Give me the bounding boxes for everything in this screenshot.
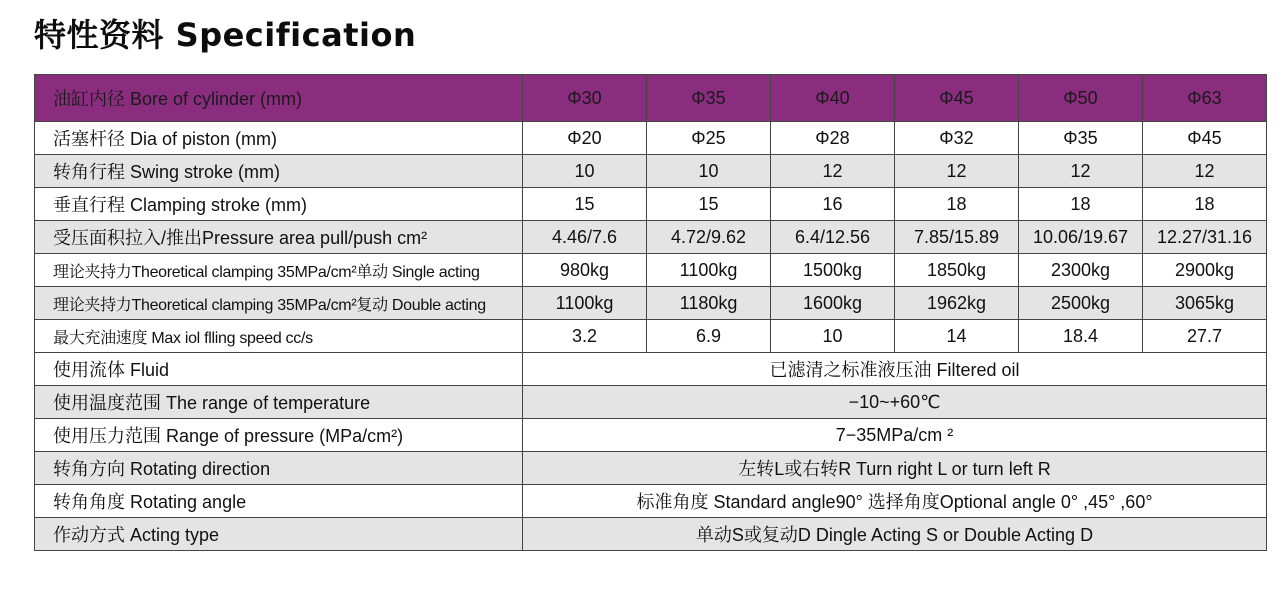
table-cell: 15	[647, 188, 771, 221]
row-label: 活塞杆径 Dia of piston (mm)	[35, 122, 523, 155]
table-cell: 7.85/15.89	[895, 221, 1019, 254]
table-cell: 2500kg	[1019, 287, 1143, 320]
column-header: Φ63	[1143, 75, 1267, 122]
table-row	[35, 320, 1267, 353]
row-label: 转角行程 Swing stroke (mm)	[35, 155, 523, 188]
table-cell: 4.72/9.62	[647, 221, 771, 254]
table-cell: 10	[771, 320, 895, 353]
table-cell: 4.46/7.6	[523, 221, 647, 254]
table-cell: 980kg	[523, 254, 647, 287]
table-cell: 2900kg	[1143, 254, 1267, 287]
table-cell: 1500kg	[771, 254, 895, 287]
row-label: 垂直行程 Clamping stroke (mm)	[35, 188, 523, 221]
column-header: Φ30	[523, 75, 647, 122]
span-cell: 单动S或复动D Dingle Acting S or Double Acting D	[523, 518, 1267, 551]
span-cell: 7−35MPa/cm ²	[523, 419, 1267, 452]
table-row-span	[35, 386, 1267, 419]
table-row	[35, 254, 1267, 287]
column-header: Φ35	[647, 75, 771, 122]
table-cell: 12	[1019, 155, 1143, 188]
span-cell: 左转L或右转R Turn right L or turn left R	[523, 452, 1267, 485]
table-cell: 1100kg	[647, 254, 771, 287]
row-label: 使用压力范围 Range of pressure (MPa/cm²)	[35, 419, 523, 452]
table-cell: 18	[1019, 188, 1143, 221]
table-cell: Φ25	[647, 122, 771, 155]
table-row	[35, 221, 1267, 254]
table-row-span	[35, 485, 1267, 518]
header-label: 油缸内径 Bore of cylinder (mm)	[35, 75, 523, 122]
row-label: 最大充油速度 Max iol flling speed cc/s	[35, 320, 523, 353]
table-cell: 3065kg	[1143, 287, 1267, 320]
row-label: 理论夹持力Theoretical clamping 35MPa/cm²单动 Single acting	[35, 254, 523, 287]
table-cell: 12.27/31.16	[1143, 221, 1267, 254]
column-header: Φ40	[771, 75, 895, 122]
table-row-span	[35, 353, 1267, 386]
row-label: 转角方向 Rotating direction	[35, 452, 523, 485]
table-row	[35, 155, 1267, 188]
table-row	[35, 122, 1267, 155]
column-header: Φ50	[1019, 75, 1143, 122]
table-cell: 12	[771, 155, 895, 188]
table-cell: 14	[895, 320, 1019, 353]
header-row	[35, 75, 1267, 122]
specification-table	[34, 74, 1267, 551]
table-cell: 1850kg	[895, 254, 1019, 287]
table-cell: Φ32	[895, 122, 1019, 155]
row-label: 理论夹持力Theoretical clamping 35MPa/cm²复动 Double acting	[35, 287, 523, 320]
row-label: 使用温度范围 The range of temperature	[35, 386, 523, 419]
table-cell: 18.4	[1019, 320, 1143, 353]
table-cell: Φ28	[771, 122, 895, 155]
table-cell: 1962kg	[895, 287, 1019, 320]
row-label: 转角角度 Rotating angle	[35, 485, 523, 518]
table-cell: Φ35	[1019, 122, 1143, 155]
table-cell: 16	[771, 188, 895, 221]
row-label: 使用流体 Fluid	[35, 353, 523, 386]
table-cell: 12	[1143, 155, 1267, 188]
table-cell: 1100kg	[523, 287, 647, 320]
table-row	[35, 188, 1267, 221]
page-title: 特性资料 Specification	[34, 16, 417, 54]
table-cell: 2300kg	[1019, 254, 1143, 287]
table-cell: Φ20	[523, 122, 647, 155]
table-cell: 6.9	[647, 320, 771, 353]
column-header: Φ45	[895, 75, 1019, 122]
table-cell: 18	[895, 188, 1019, 221]
table-row-span	[35, 518, 1267, 551]
table-cell: 1180kg	[647, 287, 771, 320]
table-cell: 27.7	[1143, 320, 1267, 353]
table-cell: 10	[523, 155, 647, 188]
table-cell: 10	[647, 155, 771, 188]
table-row-span	[35, 452, 1267, 485]
row-label: 作动方式 Acting type	[35, 518, 523, 551]
table-cell: 10.06/19.67	[1019, 221, 1143, 254]
table-cell: 6.4/12.56	[771, 221, 895, 254]
span-cell: −10~+60℃	[523, 386, 1267, 419]
span-cell: 已滤清之标准液压油 Filtered oil	[523, 353, 1267, 386]
span-cell: 标准角度 Standard angle90° 选择角度Optional angle 0° ,45° ,60°	[523, 485, 1267, 518]
row-label: 受压面积拉入/推出Pressure area pull/push cm²	[35, 221, 523, 254]
table-cell: 15	[523, 188, 647, 221]
table-cell: 12	[895, 155, 1019, 188]
table-row-span	[35, 419, 1267, 452]
table-row	[35, 287, 1267, 320]
table-cell: 3.2	[523, 320, 647, 353]
table-cell: Φ45	[1143, 122, 1267, 155]
table-cell: 1600kg	[771, 287, 895, 320]
table-cell: 18	[1143, 188, 1267, 221]
